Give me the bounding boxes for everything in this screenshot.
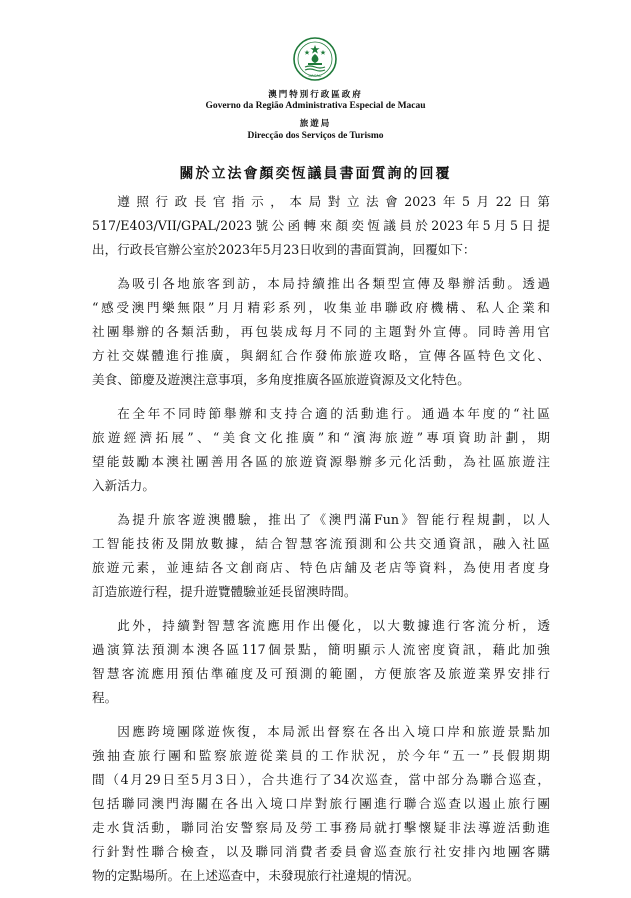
paragraph-line: 517/E403/VII/GPAL/2023號公函轉來顏奕恆議員於2023年5月5日提 <box>92 218 550 233</box>
paragraph-line: 旅遊元素，並連結各文創商店、特色店舖及老店等資料，為使用者度身 <box>92 560 550 575</box>
department-name-zh: 旅遊局 <box>299 119 332 129</box>
paragraph-line: “感受澳門樂無限”月月精彩系列，收集並串聯政府機構、私人企業和 <box>92 300 550 315</box>
paragraph-line: 因應跨境團隊遊恢復，本局派出督察在各出入境口岸和旅遊景點加 <box>117 724 550 739</box>
paragraph-line: 為提升旅客遊澳體驗，推出了《澳門滿Fun》智能行程規劃，以人 <box>117 512 550 527</box>
body-paragraph <box>92 508 550 604</box>
paragraph-line: 訂造旅遊行程，提升遊覽體驗並延長留澳時間。 <box>92 584 357 599</box>
document-title: 關於立法會顏奕恆議員書面質詢的回覆 <box>179 166 452 182</box>
paragraph-line: 間（4月29日至5月3日），合共進行了34次巡查，當中部分為聯合巡查， <box>92 772 550 787</box>
macau-emblem-icon <box>293 37 337 81</box>
government-name-pt: Governo da Região Administrativa Especial de Macau <box>205 101 426 111</box>
paragraph-line: 遵照行政長官指示，本局對立法會2023年5月22日第 <box>117 194 550 209</box>
paragraph-line: 物的定點場所。在上述巡查中，未發現旅行社違規的情況。 <box>92 868 420 883</box>
paragraph-line: 社團舉辦的各類活動，再包裝成每月不同的主題對外宣傳。同時善用官 <box>92 324 550 339</box>
emblem-label: MACAU <box>308 74 322 78</box>
paragraph-line: 出，行政長官辦公室於2023年5月23日收到的書面質詢，回覆如下： <box>92 242 476 257</box>
paragraph-line: 程。 <box>92 690 118 705</box>
paragraph-line: 美食、節慶及遊澳注意事項，多角度推廣各區旅遊資源及文化特色。 <box>92 372 470 387</box>
paragraph-line: 走水貨活動，聯同治安警察局及勞工事務局就打擊懷疑非法導遊活動進 <box>92 820 550 835</box>
paragraph-line: 入新活力。 <box>92 478 155 493</box>
government-name-zh: 澳門特別行政區政府 <box>268 90 363 100</box>
document-body <box>92 190 550 898</box>
paragraph-line: 包括聯同澳門海關在各出入境口岸對旅行團進行聯合巡查以遏止旅行團 <box>92 796 550 811</box>
paragraph-line: 望能鼓勵本澳社團善用各區的旅遊資源舉辦多元化活動，為社區旅遊注 <box>92 454 550 469</box>
paragraph-line: 在全年不同時節舉辦和支持合適的活動進行。通過本年度的“社區 <box>117 406 550 421</box>
paragraph-line: 旅遊經濟拓展”、“美食文化推廣”和“濱海旅遊”專項資助計劃，期 <box>92 430 550 445</box>
paragraph-line: 智慧客流應用預估準確度及可預測的範圍，方便旅客及旅遊業界安排行 <box>92 666 550 681</box>
body-paragraph <box>92 720 550 888</box>
paragraph-line: 工智能技術及開放數據，結合智慧客流預測和公共交通資訊，融入社區 <box>92 536 550 551</box>
body-paragraph <box>92 272 550 392</box>
paragraph-line: 過演算法預測本澳各區117個景點，簡明顯示人流密度資訊，藉此加強 <box>92 642 550 657</box>
paragraph-line: 行針對性聯合檢查，以及聯同消費者委員會巡查旅行社安排內地團客購 <box>92 844 550 859</box>
body-paragraph <box>92 614 550 710</box>
paragraph-line: 強抽查旅行團和監察旅遊從業員的工作狀況，於今年“五一”長假期期 <box>92 748 550 763</box>
body-paragraph <box>92 190 550 262</box>
paragraph-line: 為吸引各地旅客到訪，本局持續推出各類型宣傳及舉辦活動。透過 <box>117 276 550 291</box>
paragraph-line: 方社交媒體進行推廣，與網紅合作發佈旅遊攻略，宣傳各區特色文化、 <box>92 348 550 363</box>
body-paragraph <box>92 402 550 498</box>
department-name-pt: Direcção dos Serviços de Turismo <box>247 131 384 141</box>
paragraph-line: 此外，持續對智慧客流應用作出優化，以大數據進行客流分析，透 <box>117 618 550 633</box>
